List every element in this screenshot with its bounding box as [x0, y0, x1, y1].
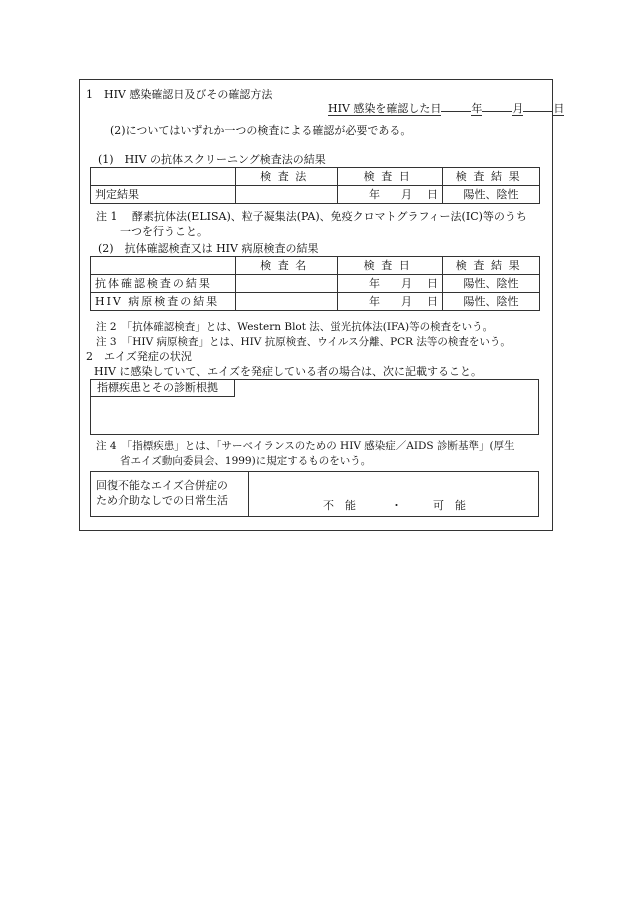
name-field[interactable] [236, 293, 338, 311]
empty-cell [91, 168, 236, 186]
option-possible[interactable]: 可 能 [433, 499, 466, 512]
row-label-judgement: 判定結果 [91, 186, 236, 204]
year-label: 年 [369, 187, 380, 201]
daily-life-box [90, 471, 539, 517]
note3: 注 3 「HIV 病原検査」とは、HIV 抗原検査、ウイルス分離、PCR 法等の検査をいう。 [96, 336, 511, 348]
method-field[interactable] [236, 186, 338, 204]
year-label: 年 [471, 102, 483, 115]
date-field[interactable] [338, 293, 443, 311]
date-field[interactable] [338, 186, 443, 204]
day-label: 日 [553, 102, 565, 115]
daily-life-label [91, 472, 249, 516]
daily-life-label-line2: ため介助なしでの日常生活 [96, 494, 228, 507]
indicator-box[interactable] [90, 379, 539, 435]
confirm-table [90, 256, 540, 311]
name-field[interactable] [236, 275, 338, 293]
row-label-pathogen: HIV 病原検査の結果 [91, 293, 236, 311]
month-blank[interactable] [482, 111, 512, 112]
table-row [91, 293, 540, 311]
col-header-method: 検査法 [236, 168, 338, 186]
table-row [91, 275, 540, 293]
year-label: 年 [369, 294, 380, 308]
col-header-result: 検査結果 [443, 168, 540, 186]
note1-label: 注 1 [96, 210, 118, 223]
option-separator: ・ [391, 499, 402, 512]
table-row [91, 257, 540, 275]
table-row [91, 186, 540, 204]
day-label: 日 [427, 187, 438, 201]
day-blank[interactable] [523, 111, 553, 112]
form-frame [79, 79, 565, 531]
month-label: 月 [401, 276, 412, 290]
daily-life-label-line1: 回復不能なエイズ合併症の [96, 479, 228, 492]
month-label: 月 [401, 187, 412, 201]
year-blank[interactable] [441, 111, 471, 112]
section2-instruction: HIV に感染していて、エイズを発症している者の場合は、次に記載すること。 [94, 365, 483, 378]
col-header-date: 検査日 [338, 257, 443, 275]
screening-table [90, 167, 540, 204]
row-label-antibody: 抗体確認検査の結果 [91, 275, 236, 293]
confirm-date-label: HIV 感染を確認した日 [328, 102, 442, 115]
month-label: 月 [512, 102, 524, 115]
confirm-date-line [328, 102, 564, 115]
note2: 注 2 「抗体確認検査」とは、Western Blot 法、蛍光抗体法(IFA)等の検査をいう。 [96, 321, 494, 333]
option-impossible[interactable]: 不 能 [323, 499, 356, 512]
table-row [91, 168, 540, 186]
indicator-label: 指標疾患とその診断根拠 [91, 380, 235, 397]
empty-cell [91, 257, 236, 275]
month-label: 月 [401, 294, 412, 308]
required-note: (2)についてはいずれか一つの検査による確認が必要である。 [110, 124, 412, 137]
year-label: 年 [369, 276, 380, 290]
col-header-date: 検査日 [338, 168, 443, 186]
screening-heading: (1) HIV の抗体スクリーニング検査法の結果 [98, 153, 326, 166]
col-header-name: 検査名 [236, 257, 338, 275]
section2-heading: 2 エイズ発症の状況 [86, 350, 192, 363]
col-header-result: 検査結果 [443, 257, 540, 275]
result-field[interactable]: 陽性、陰性 [443, 293, 540, 311]
note4-line2: 省エイズ動向委員会、1999)に規定するものをいう。 [120, 455, 372, 467]
note4-line1: 注 4 「指標疾患」とは、「サーベイランスのための HIV 感染症／AIDS 診断基準」(厚生 [96, 440, 515, 452]
day-label: 日 [427, 276, 438, 290]
note1 [96, 210, 527, 223]
result-field[interactable]: 陽性、陰性 [443, 275, 540, 293]
day-label: 日 [427, 294, 438, 308]
note1-line2: 一つを行うこと。 [120, 225, 208, 238]
result-field[interactable]: 陽性、陰性 [443, 186, 540, 204]
section1-heading: 1 HIV 感染確認日及びその確認方法 [86, 88, 273, 101]
confirm-heading: (2) 抗体確認検査又は HIV 病原検査の結果 [98, 242, 319, 255]
note1-line1: 酵素抗体法(ELISA)、粒子凝集法(PA)、免疫クロマトグラフィー法(IC)等のうち [132, 210, 527, 223]
date-field[interactable] [338, 275, 443, 293]
